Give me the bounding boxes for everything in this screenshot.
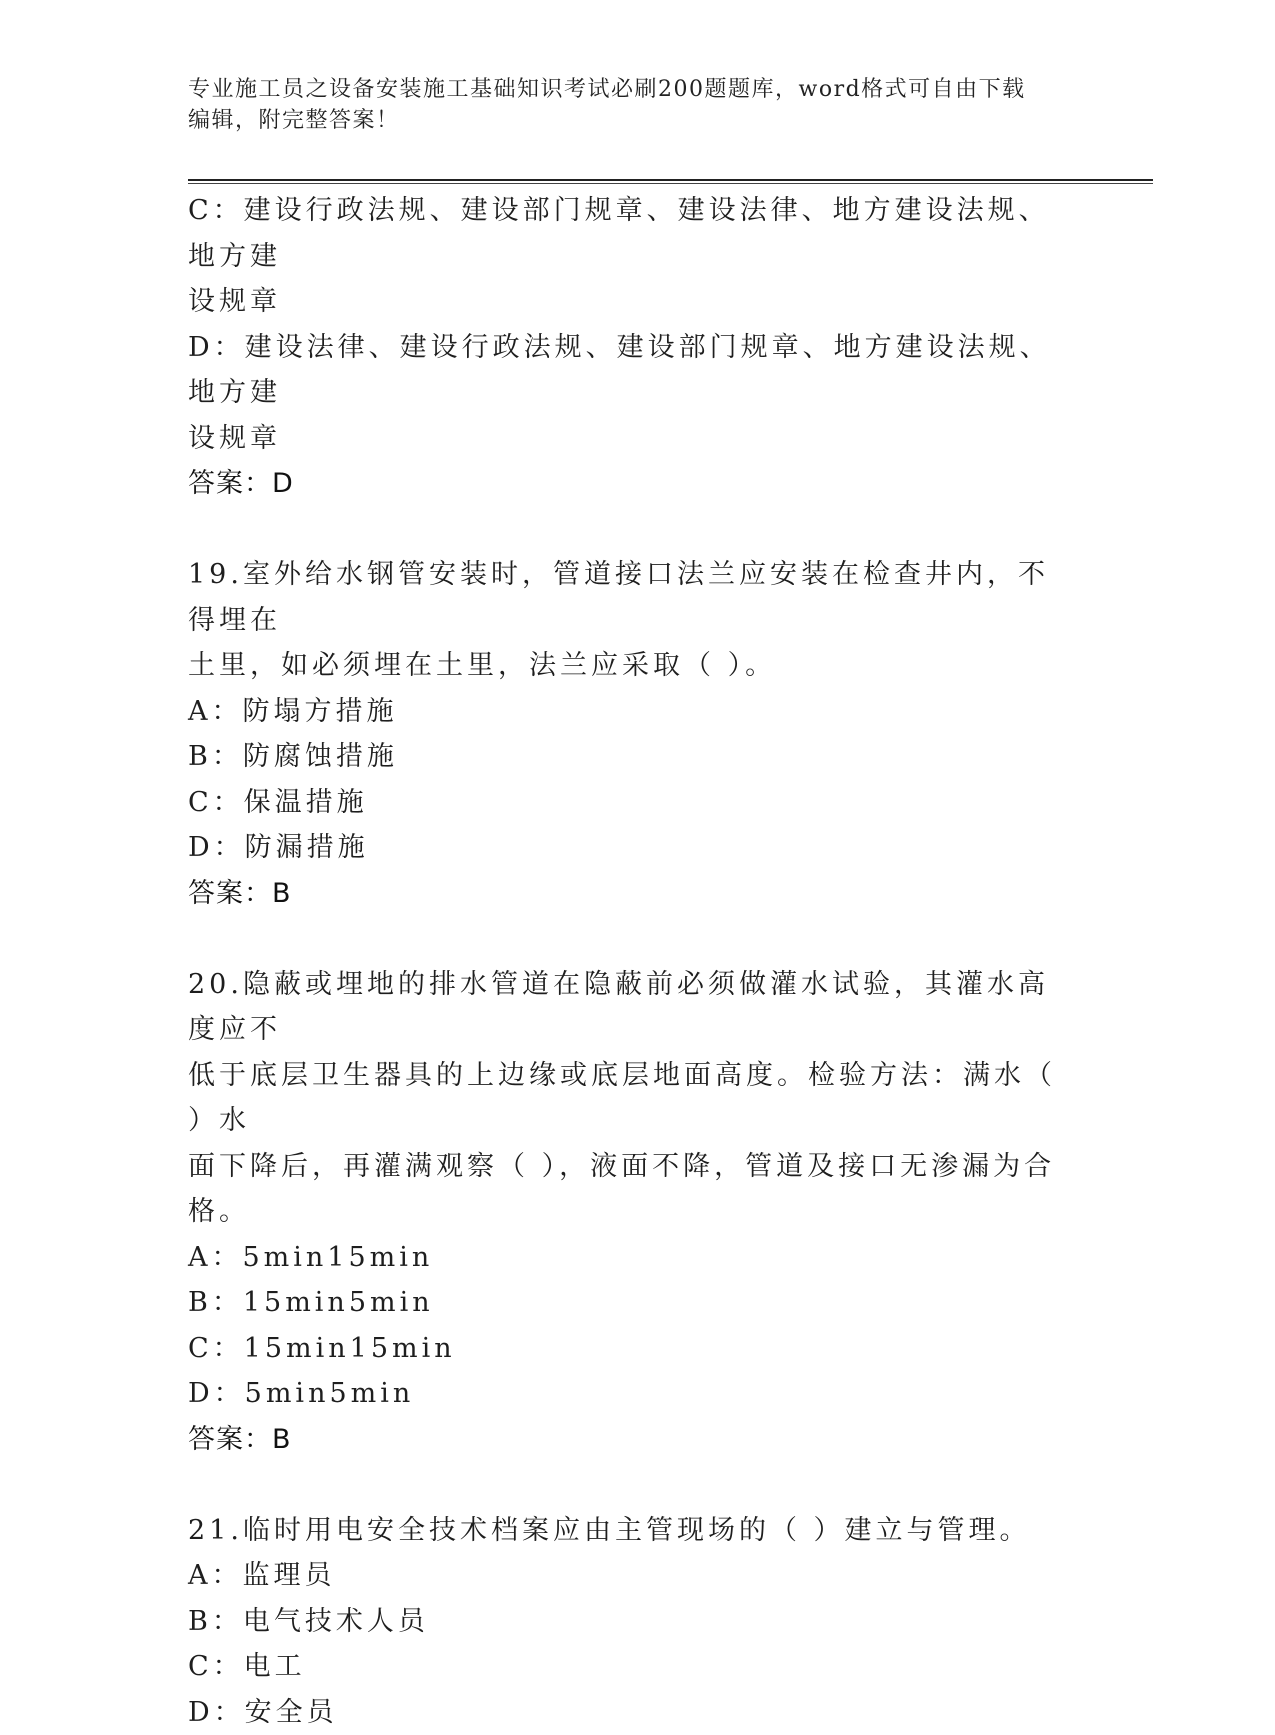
question-21-option-d: D：安全员: [188, 1690, 1068, 1735]
option-c-line-1: C：建设行政法规、建设部门规章、建设法律、地方建设法规、地方建: [188, 188, 1068, 279]
answer-19: 答案：B: [188, 871, 1068, 917]
header-line-2: 编辑，附完整答案！: [188, 105, 1068, 136]
question-20-stem-2: 低于底层卫生器具的上边缘或底层地面高度。检验方法：满水（ ）水: [188, 1053, 1068, 1144]
question-19-option-b: B：防腐蚀措施: [188, 734, 1068, 780]
option-d-line-1: D：建设法律、建设行政法规、建设部门规章、地方建设法规、地方建: [188, 325, 1068, 416]
option-d-line-2: 设规章: [188, 416, 1068, 462]
question-18-tail: [188, 188, 1068, 507]
page-header: [188, 74, 1068, 136]
question-19-stem-2: 土里，如必须埋在土里，法兰应采取（ ）。: [188, 643, 1068, 689]
answer-18: 答案：D: [188, 461, 1068, 507]
question-21-option-c: C：电工: [188, 1644, 1068, 1690]
spacer: [188, 1462, 1068, 1508]
question-20: [188, 962, 1068, 1463]
question-20-stem-3: 面下降后，再灌满观察（ ），液面不降，管道及接口无渗漏为合格。: [188, 1144, 1068, 1235]
question-content: [188, 188, 1068, 1735]
question-19-option-a: A：防塌方措施: [188, 689, 1068, 735]
answer-20: 答案：B: [188, 1417, 1068, 1463]
question-20-stem-1: 20.隐蔽或埋地的排水管道在隐蔽前必须做灌水试验，其灌水高度应不: [188, 962, 1068, 1053]
question-20-option-a: A：5min15min: [188, 1235, 1068, 1281]
question-19-option-c: C：保温措施: [188, 780, 1068, 826]
header-line-1: 专业施工员之设备安装施工基础知识考试必刷200题题库，word格式可自由下载: [188, 74, 1068, 105]
question-21-option-b: B：电气技术人员: [188, 1599, 1068, 1645]
question-21-stem-1: 21.临时用电安全技术档案应由主管现场的（ ）建立与管理。: [188, 1508, 1068, 1554]
header-rule-thick: [188, 179, 1153, 181]
question-21: [188, 1508, 1068, 1735]
question-19-option-d: D：防漏措施: [188, 825, 1068, 871]
header-rule-thin: [188, 183, 1153, 184]
spacer: [188, 507, 1068, 553]
question-20-option-c: C：15min15min: [188, 1326, 1068, 1372]
question-20-option-b: B：15min5min: [188, 1280, 1068, 1326]
question-19-stem-1: 19.室外给水钢管安装时，管道接口法兰应安装在检查井内，不得埋在: [188, 552, 1068, 643]
question-19: [188, 552, 1068, 916]
question-21-option-a: A：监理员: [188, 1553, 1068, 1599]
question-20-option-d: D：5min5min: [188, 1371, 1068, 1417]
spacer: [188, 916, 1068, 962]
option-c-line-2: 设规章: [188, 279, 1068, 325]
